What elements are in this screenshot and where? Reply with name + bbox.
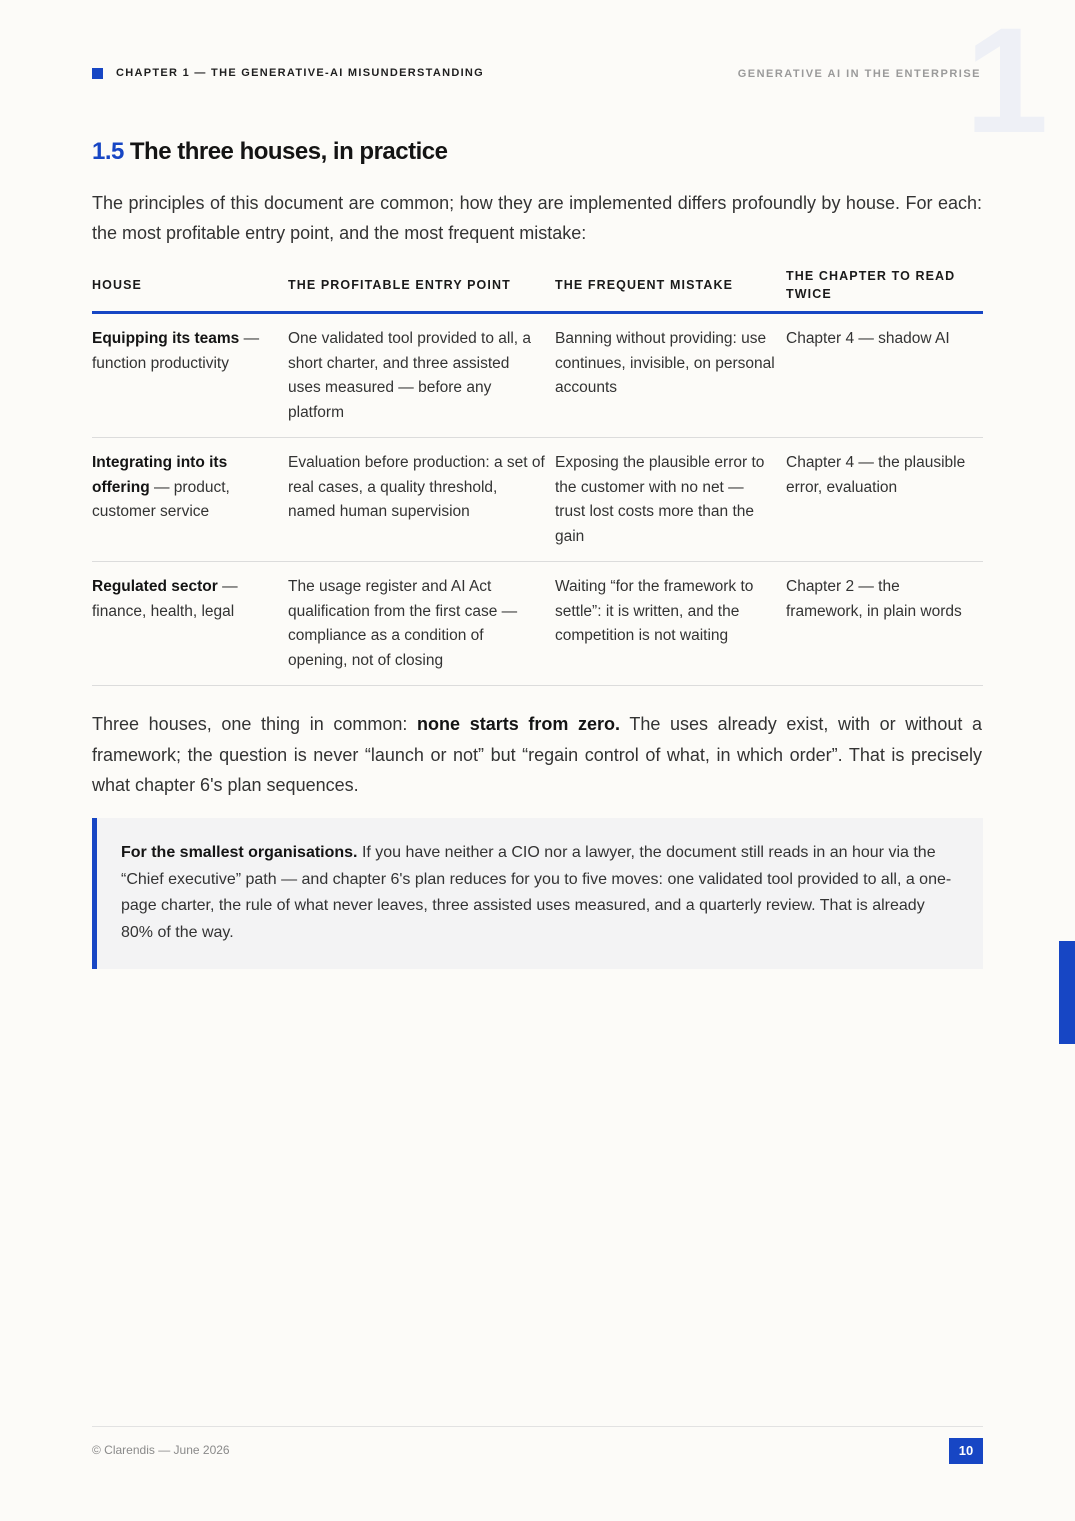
section-heading <box>92 138 447 166</box>
cell-chapter: Chapter 4 — shadow AI <box>786 330 950 347</box>
table-header-row <box>92 258 983 314</box>
cell-entry-point: One validated tool provided to all, a short charter, and three assisted uses measured — before any platform <box>288 330 531 421</box>
cell-chapter: Chapter 2 — the framework, in plain words <box>786 578 962 620</box>
cell-mistake: Exposing the plausible error to the customer with no net — trust lost costs more than the gain <box>555 454 765 545</box>
cell-entry-point: The usage register and AI Act qualification from the first case — compliance as a condition of opening, not of closing <box>288 578 518 669</box>
column-header-house: HOUSE <box>92 277 142 292</box>
intro-paragraph: The principles of this document are common; how they are implemented differs profoundly by house. For each: the most profitable entry point, and the most frequent mistake: <box>92 193 982 243</box>
table-row <box>92 438 983 562</box>
callout-text <box>121 840 953 946</box>
running-header-chapter: CHAPTER 1 — THE GENERATIVE-AI MISUNDERSTANDING <box>116 67 485 79</box>
house-description: — finance, health, legal <box>92 578 238 620</box>
cell-house <box>92 575 288 673</box>
small-organisations-callout <box>92 818 983 969</box>
conclusion-paragraph <box>92 709 982 801</box>
houses-table <box>92 258 983 686</box>
house-name: Equipping its teams <box>92 330 240 347</box>
chapter-marker-square <box>92 68 103 79</box>
cell-house <box>92 451 288 549</box>
house-description: — function productivity <box>92 330 260 372</box>
callout-body: If you have neither a CIO nor a lawyer, the document still reads in an hour via the “Chief executive” path — and chapter 6's plan reduces for you to five moves: one validated tool provided to all, a one-page charter, the rule of what never leaves, three assisted uses measured, and a quarterly review. That is already 80% of the way. <box>121 844 952 941</box>
house-description: — product, customer service <box>92 478 230 520</box>
running-header-title: GENERATIVE AI IN THE ENTERPRISE <box>737 68 981 80</box>
cell-mistake: Banning without providing: use continues, invisible, on personal accounts <box>555 330 775 396</box>
conclusion-emphasis: none starts from zero. <box>417 714 621 734</box>
chapter-side-tab <box>1059 941 1075 1044</box>
section-title: The three houses, in practice <box>129 138 448 165</box>
footer-divider <box>92 1426 983 1427</box>
cell-entry-point: Evaluation before production: a set of real cases, a quality threshold, named human supervision <box>288 454 545 520</box>
table-row <box>92 314 983 438</box>
chapter-number-watermark: 1 <box>965 0 1049 164</box>
page-number-badge: 10 <box>949 1438 983 1464</box>
cell-chapter: Chapter 4 — the plausible error, evaluation <box>786 454 966 496</box>
conclusion-lead: Three houses, one thing in common: <box>92 714 418 734</box>
house-name: Regulated sector <box>92 578 218 595</box>
callout-heading: For the smallest organisations. <box>121 844 358 861</box>
conclusion-rest: The uses already exist, with or without a framework; the question is never “launch or not” but “regain control of what, in which order”. That is precisely what chapter 6's plan sequences. <box>92 714 982 795</box>
footer-copyright: © Clarendis — June 2026 <box>92 1443 230 1457</box>
column-header-chapter: THE CHAPTER TO READ TWICE <box>786 268 956 301</box>
table-row <box>92 562 983 686</box>
column-header-entry-point: THE PROFITABLE ENTRY POINT <box>288 277 511 292</box>
column-header-mistake: THE FREQUENT MISTAKE <box>555 277 734 292</box>
section-number: 1.5 <box>92 138 124 165</box>
cell-house <box>92 327 288 425</box>
cell-mistake: Waiting “for the framework to settle”: it is written, and the competition is not waiting <box>555 578 754 644</box>
house-name: Integrating into its offering <box>92 454 228 496</box>
